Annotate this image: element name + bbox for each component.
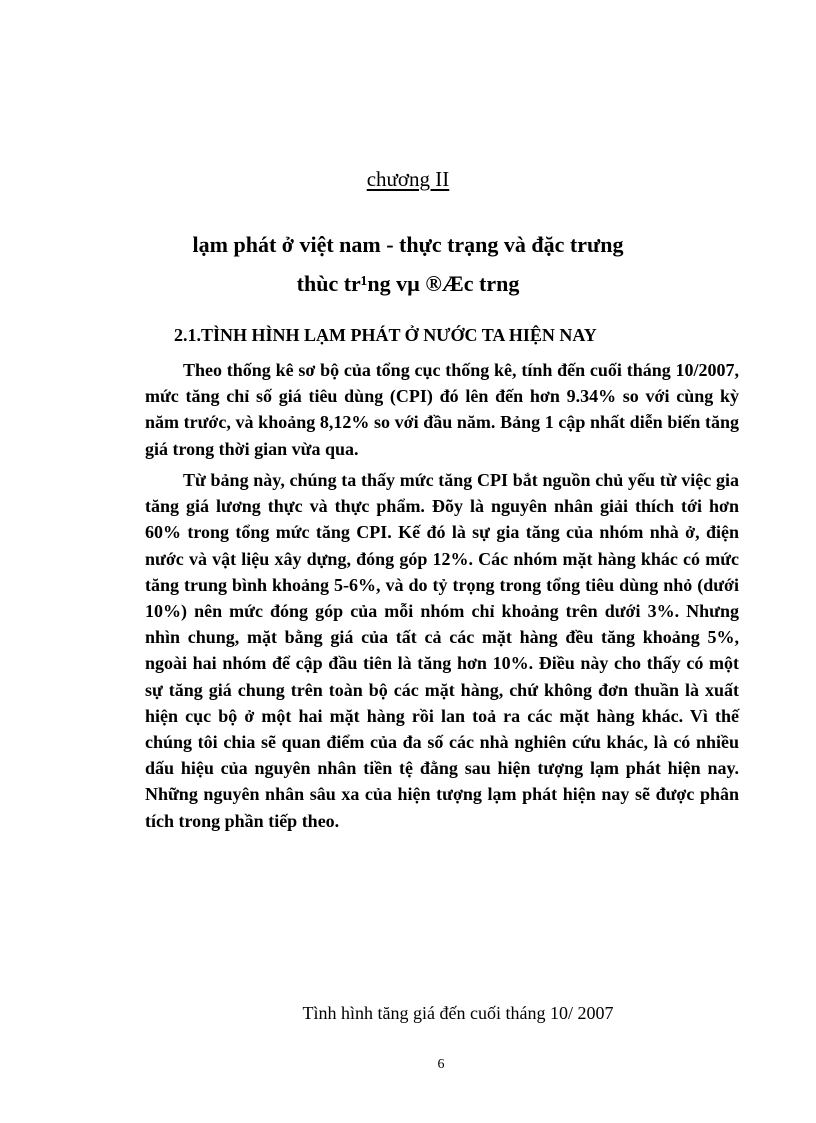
chapter-title-line-1: lạm phát ở việt nam - thực trạng và đặc trưng xyxy=(192,232,624,257)
chapter-title-line-2: thùc tr¹ng vµ ®Æc trng xyxy=(296,271,520,296)
section-heading: 2.1.TÌNH HÌNH LẠM PHÁT Ở NƯỚC TA HIỆN NAY xyxy=(174,325,597,345)
body-paragraph-1: Theo thống kê sơ bộ của tổng cục thống kê, tính đến cuối tháng 10/2007, mức tăng chỉ số giá tiêu dùng (CPI) đó lên đến hơn 9.34% so với cùng kỳ năm trước, và khoảng 8,12% so với đầu năm. Bảng 1 cập nhất diễn biến tăng giá trong thời gian vừa qua. xyxy=(145,360,739,459)
table-caption: Tình hình tăng giá đến cuối tháng 10/ 2007 xyxy=(302,1003,614,1023)
page-number: 6 xyxy=(437,1057,445,1072)
body-paragraph-2: Từ bảng này, chúng ta thấy mức tăng CPI bắt nguồn chủ yếu từ việc gia tăng giá lương thực và thực phẩm. Đõy là nguyên nhân giải thích tới hơn 60% trong tổng mức tăng CPI. Kế đó là sự gia tăng của nhóm nhà ở, điện nước và vật liệu xây dựng, đóng góp 12%. Các nhóm mặt hàng khác có mức tăng trung bình khoảng 5-6%, và do tỷ trọng trong tổng tiêu dùng nhỏ (dưới 10%) nên mức đóng góp của mỗi nhóm chỉ khoảng trên dưới 3%. Nhưng nhìn chung, mặt bằng giá của tất cả các mặt hàng đều tăng khoảng 5%, ngoài hai nhóm để cập đầu tiên là tăng hơn 10%. Điều này cho thấy có một sự tăng giá chung trên toàn bộ các mặt hàng, chứ không đơn thuần là xuất hiện cục bộ ở một hai mặt hàng rồi lan toả ra các mặt hàng khác. Vì thế chúng tôi chia sẽ quan điểm của đa số các nhà nghiên cứu khác, là có nhiều dấu hiệu của nguyên nhân tiền tệ đằng sau hiện tượng lạm phát hiện nay. Những nguyên nhân sâu xa của hiện tượng lạm phát hiện nay sẽ được phân tích trong phần tiếp theo. xyxy=(145,470,739,831)
chapter-label: chương II xyxy=(366,167,450,191)
